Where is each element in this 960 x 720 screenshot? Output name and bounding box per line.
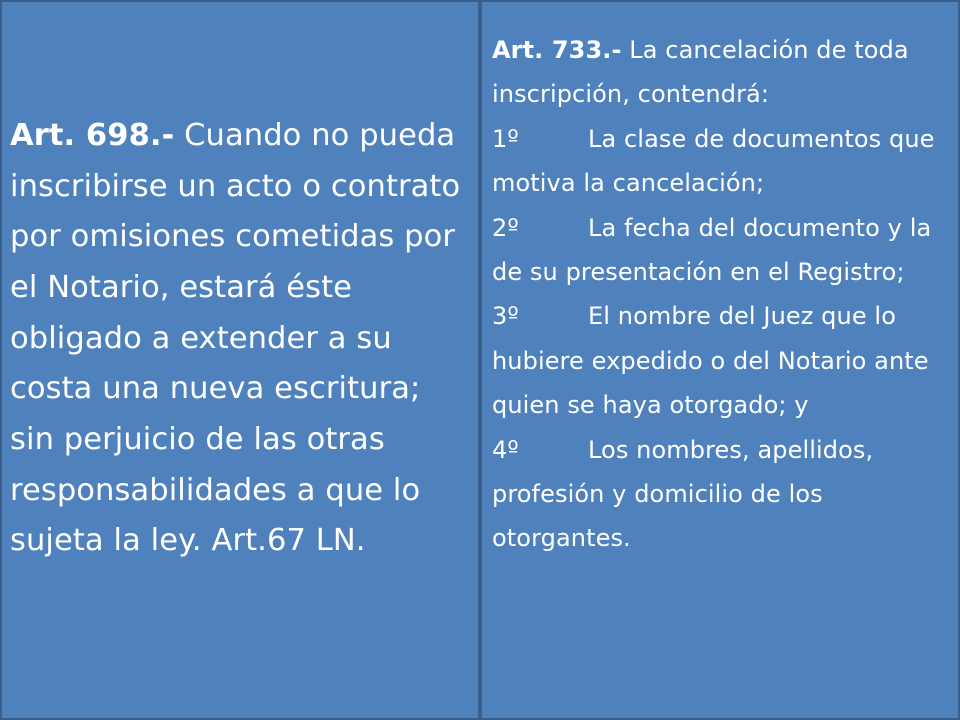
- list-item-text: Los nombres, apellidos, profesión y domicilio de los otorgantes.: [492, 435, 874, 553]
- list-item: [492, 206, 952, 295]
- list-item-number: 1º: [492, 124, 519, 153]
- right-article-panel: [480, 0, 960, 720]
- list-item-text: La fecha del documento y la de su presentación en el Registro;: [492, 213, 932, 287]
- article-733-content: [492, 28, 952, 561]
- article-698-label: Art. 698.-: [10, 117, 175, 153]
- list-item-number: 4º: [492, 435, 519, 464]
- article-698-paragraph: [10, 111, 470, 567]
- article-733-intro-text: La cancelación de toda inscripción, contendrá:: [492, 36, 909, 109]
- list-item: [492, 294, 952, 427]
- list-item: [492, 117, 952, 206]
- list-item-text: El nombre del Juez que lo hubiere expedido o del Notario ante quien se haya otorgado; y: [492, 302, 929, 420]
- list-item-number: 3º: [492, 302, 519, 331]
- article-733-label: Art. 733.-: [492, 36, 622, 64]
- list-item-number: 2º: [492, 213, 519, 242]
- article-698-body: Cuando no pueda inscribirse un acto o contrato por omisiones cometidas por el Notario, estará éste obligado a extender a su costa una nueva escritura; sin perjuicio de las otras responsabilidades a que lo sujeta la ley. Art.67 LN.: [10, 117, 461, 559]
- list-item: [492, 428, 952, 561]
- article-733-intro: [492, 28, 952, 117]
- list-item-text: La clase de documentos que motiva la cancelación;: [492, 124, 935, 198]
